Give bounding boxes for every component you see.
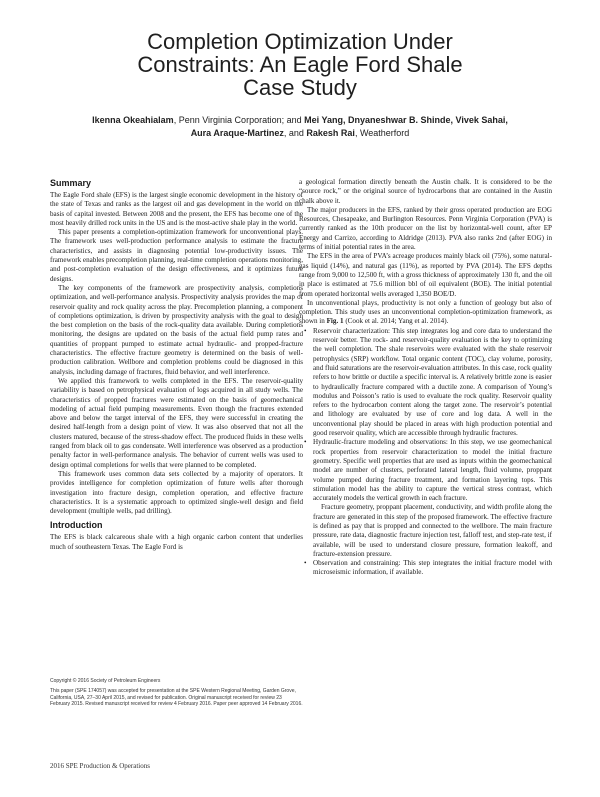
list-item [313,327,552,439]
authors-separator: , and [283,128,307,138]
introduction-heading: Introduction [50,520,103,531]
title-line-3: Case Study [243,75,357,100]
summary-paragraph-1: The Eagle Ford shale (EFS) is the largest single economic development in the history of the state of Texas and ranks as the largest oil and gas development in the world on the basis of capital invested. Between 2008 and the present, the EFS has become one of the most heavily drilled rock units in the US and is the most-active shale play in the world. [50,191,303,227]
summary-paragraph-5: This framework uses common data sets collected by a majority of operators. It provides intelligence for completion optimization of future wells after thorough investigation into fracture design, completion operation, and effective fracture characteristics. It is a systematic approach to optimized single-well design and field development (multiple wells, pad drilling). [50,469,303,516]
manuscript-note: This paper (SPE 174057) was accepted for presentation at the SPE Western Regional Meeting, Garden Grove, California, USA, 27–30 April 2015, and revised for publication. Original manuscript received for review 23 February 2015. Revised manuscript received for review 4 February 2016. Paper peer approved 14 February 2016. [50,688,303,708]
framework-text: In unconventional plays, productivity is not only a function of geology but also of completion. This study uses an unconventional completion-optimization framework, as shown in [299,298,552,326]
intro-continued-paragraph: a geological formation directly beneath the Austin chalk. It is considered to be the “source rock,” or the original source of hydrocarbons that are contained in the Austin chalk above it. [299,178,552,205]
footnotes [50,678,303,712]
title-line-1: Completion Optimization Under [147,29,453,54]
authors-block [40,114,560,140]
producers-paragraph: The major producers in the EFS, ranked by their gross operated production are EOG Resources, Chesapeake, and Burlington Resources. Penn Virginia Corporation (PVA) is currently ranked as the 10th producer on the list by horizontal-well count, after EP Energy and Carrizo, according to Aldridge (2013). PVA also ranks 2nd (after EOG) in terms of initial potential rates in the area. [299,205,552,252]
author-4: Rakesh Rai [306,128,355,138]
summary-paragraph-3: The key components of the framework are prospectivity analysis, completions optimization, and well-performance analysis. Prospectivity analysis provides the map of reservoir quality and rock quality across the play. Precompletion planning, a component of completions optimization, is driven by prospectivity analysis with the goal to design the best completion on the basis of the rock-quality data available. During completions monitoring, the designs are updated on the basis of the actual field pump rates and quantities of proppant pumped to estimate actual hydraulic- and propped-fracture characteristics. The effective fracture geometry is determined on the basis of well-production calibration. Wellbore and completion problems could be diagnosed in this analysis, including damage of fractures, fluid behavior, and well interference. [50,283,303,376]
framework-steps-list [299,327,552,578]
page-title [60,30,540,99]
acreage-paragraph: The EFS in the area of PVA’s acreage produces mainly black oil (75%), some natural-gas liquid (14%), and natural gas (11%), as reported by PVA (2014). The EFS depths range from 9,000 to 12,500 ft, with a gross thickness of approximately 130 ft, and the oil in place is estimated at 75.6 million bbl of oil equivalent (BOE). The initial potential from operated horizontal wells averaged 1,350 BOE/D. [299,252,552,298]
fracture-geometry-text: Fracture geometry, proppant placement, conductivity, and width profile along the fracture are generated in this step of the proposed framework. The effective fracture is defined as pay that is propped and connected to the wellbore. The main fracture pressure, rate data, diagnostic fracture injection test, falloff test, and step-rate test, if available, will be used to understand closure pressure, formation leakoff, and fracture-extension pressure. [313,503,552,558]
left-column [50,178,303,552]
summary-paragraph-2: This paper presents a completion-optimization framework for unconventional plays. The framework uses well-production performance analysis to estimate the fracture characteristics, and assists in diagnosing potential low-productivity issues. The framework enables precompletion planning, real-time completion operations monitoring, and post-completion evaluation of the design effectiveness, and it optimizes future designs. [50,228,303,283]
introduction-paragraph-1: The EFS is black calcareous shale with a high organic carbon content that underlies much of southeastern Texas. The Eagle Ford is [50,533,303,551]
affiliation-1: , Penn Virginia Corporation; and [173,115,305,125]
affiliation-2: , Weatherford [354,128,410,138]
list-item [313,559,552,578]
summary-paragraph-4: We applied this framework to wells completed in the EFS. The reservoir-quality variability is based on petrophysical evaluation of logs acquired in all study wells. The characteristics of propped fractures were estimated on the basis of geomechanical modeling of actual field pumping measurements. Even though the fractures extended above and below the target interval of the EFS, they were successful in creating the desired half-length from a design point of view. It was also observed that not all the clusters matured, because of the stress-shadow effect. The produced fluids in these wells ranged from black oil to gas condensate. Well interference was observed as a production penalty factor in well-performance analysis. The behavior of current wells was used to design optimal completions for wells that were planned to be completed. [50,376,303,469]
author-3: Aura Araque-Martinez [190,128,284,138]
figure-1-reference: Fig. 1 [326,317,344,326]
copyright-note: Copyright © 2016 Society of Petroleum Engineers [50,678,161,684]
authors-2: Mei Yang, Dnyaneshwar B. Shinde, Vivek Sahai, [304,115,508,125]
right-column [299,178,552,578]
framework-citation: (Cook et al. 2014; Yang et al. 2014). [343,317,449,326]
page-footer: 2016 SPE Production & Operations [50,762,150,770]
summary-heading: Summary [50,178,92,188]
fracture-modeling-text: • Hydraulic-fracture modeling and observations: In this step, we use geomechanical rock properties from reservoir characterization to model the initial fracture geometry. Specific well properties that are used as inputs within the geomechanical model are number of clusters, perforated lateral length, fluid volume, proppant volume pumped during fracture treatment, and formation layering tops. This stimulation model has the ability to capture the vertical stress contrast, which accurately models the vertical growth in each fracture. [313,438,552,503]
list-item [313,438,552,559]
reservoir-characterization-text: • Reservoir characterization: This step integrates log and core data to understand the reservoir better. The rock- and reservoir-quality evaluation is the key to optimizing the well completion. The shale reservoirs were evaluated with the shale reservoir petrophysics (SRP) workflow. Total organic content (TOC), clay volume, porosity, and fluid saturations are the reservoir-evaluation attributes. In this case, rock quality refers to how brittle or ductile a specific interval is. A relatively brittle zone is easier to hydraulically fracture compared with a ductile zone. A comparison of Young’s modulus and Poisson’s ratio is used to evaluate the rock quality. Reservoir quality refers to the hydrocarbon content along the target zone. The reservoir’s potential and lithology are evaluated by use of core and log data. A well in the unconventional play should be placed in areas with high production potential and good reservoir quality, which are accessible through hydraulic fractures. [313,326,552,438]
title-line-2: Constraints: An Eagle Ford Shale [137,52,463,77]
framework-paragraph [299,299,552,327]
observation-constraining-text: • Observation and constraining: This step integrates the initial fracture model with microseismic information, if available. [313,559,552,577]
author-1: Ikenna Okeahialam [92,115,174,125]
